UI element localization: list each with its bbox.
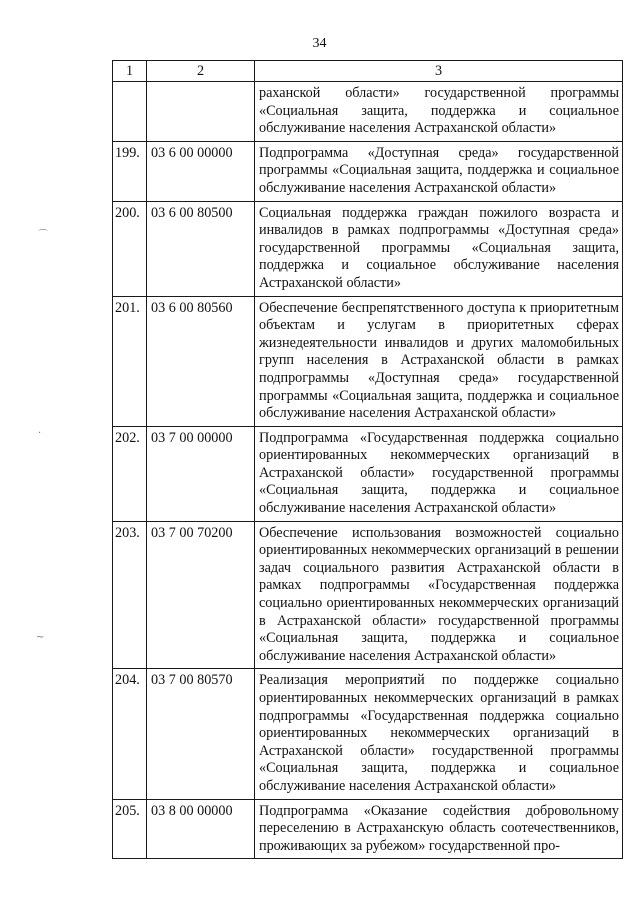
row-code: 03 6 00 00000 (147, 141, 255, 201)
row-number: 199. (113, 141, 147, 201)
scan-mark: ~ (36, 632, 45, 643)
row-description: Социальная поддержка граждан пожилого возраста и инвалидов в рамках подпрограммы «Доступная среда» государственной программы «Социальная защита, поддержка и социальное обслуживание населения Астраханской области» (255, 201, 623, 296)
row-number: 202. (113, 426, 147, 521)
table-row (113, 521, 623, 669)
table-row (113, 82, 623, 142)
row-description: Обеспечение беспрепятственного доступа к приоритетным объектам и услугам в приоритетных сферах жизнедеятельности инвалидов и других маломобильных групп населения в Астраханской области в рамках подпрограммы «Доступная среда» государственной программы «Социальная защита, поддержка и социальное обслуживание населения Астраханской области» (255, 296, 623, 426)
budget-classification-table (112, 60, 623, 859)
row-description: Подпрограмма «Государственная поддержка социально ориентированных некоммерческих организаций в Астраханской области» государственной программы «Социальная защита, поддержка и социальное обслуживание населения Астраханской области» (255, 426, 623, 521)
table-header-row (113, 61, 623, 82)
page-number: 34 (312, 36, 327, 51)
scan-mark: ⌒ (38, 230, 48, 241)
row-code: 03 6 00 80500 (147, 201, 255, 296)
row-number: 204. (113, 669, 147, 799)
column-header-code: 2 (147, 61, 255, 82)
row-number: 203. (113, 521, 147, 669)
row-code: 03 6 00 80560 (147, 296, 255, 426)
table-row (113, 296, 623, 426)
row-number: 201. (113, 296, 147, 426)
row-code (147, 82, 255, 142)
table-row (113, 426, 623, 521)
table-row (113, 201, 623, 296)
table-row (113, 669, 623, 799)
row-number (113, 82, 147, 142)
row-code: 03 7 00 00000 (147, 426, 255, 521)
row-code: 03 7 00 80570 (147, 669, 255, 799)
row-description: Обеспечение использования возможностей социально ориентированных некоммерческих организаций в решении задач социального развития Астраханской области в рамках подпрограммы «Государственная поддержка социально ориентированных некоммерческих организаций в Астраханской области» государственной программы «Социальная защита, поддержка и социальное обслуживание населения Астраханской области» (255, 521, 623, 669)
column-header-number: 1 (113, 61, 147, 82)
table-row (113, 141, 623, 201)
table-row (113, 799, 623, 859)
row-number: 205. (113, 799, 147, 859)
row-number: 200. (113, 201, 147, 296)
row-code: 03 8 00 00000 (147, 799, 255, 859)
scan-mark: · (38, 428, 42, 439)
row-description: раханской области» государственной программы «Социальная защита, поддержка и социальное обслуживание населения Астраханской области» (255, 82, 623, 142)
row-description: Реализация мероприятий по поддержке социально ориентированных некоммерческих организаций в рамках подпрограммы «Государственная поддержка социально ориентированных некоммерческих организаций в Астраханской области» государственной программы «Социальная защита, поддержка и социальное обслуживание населения Астраханской области» (255, 669, 623, 799)
row-description: Подпрограмма «Оказание содействия добровольному переселению в Астраханскую область соотечественников, проживающих за рубежом» государственной про- (255, 799, 623, 859)
row-code: 03 7 00 70200 (147, 521, 255, 669)
row-description: Подпрограмма «Доступная среда» государственной программы «Социальная защита, поддержка и социальное обслуживание населения Астраханской области» (255, 141, 623, 201)
column-header-description: 3 (255, 61, 623, 82)
